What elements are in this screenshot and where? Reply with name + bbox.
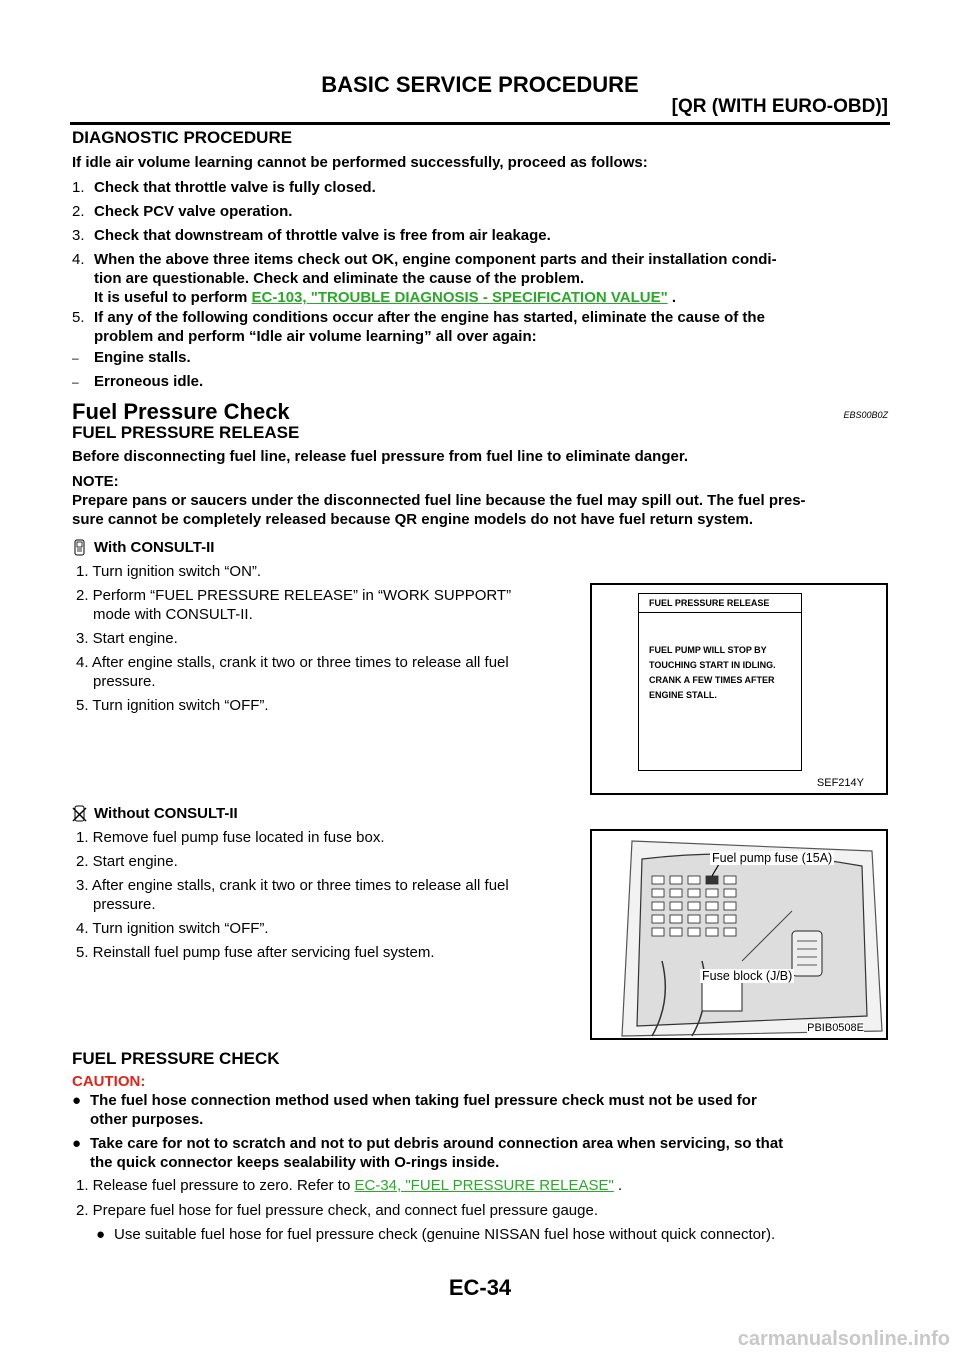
check-step-2: 2. Prepare fuel hose for fuel pressure check, and connect fuel pressure gauge. <box>76 1202 598 1219</box>
without-consult-steps <box>76 828 586 962</box>
without-consult-title: Without CONSULT-II <box>94 805 238 822</box>
without-step-3: 3. After engine stalls, crank it two or three times to release all fuel <box>76 877 509 894</box>
step-text-line1: When the above three items check out OK, engine component parts and their installation condi- <box>94 251 777 268</box>
bullet-mark: ● <box>96 1226 106 1243</box>
fuel-pressure-check-title: Fuel Pressure Check <box>72 399 290 424</box>
with-step-4: 4. After engine stalls, crank it two or three times to release all fuel <box>76 654 509 671</box>
check-step-2-bullet <box>96 1225 775 1244</box>
with-consult-heading <box>72 538 214 557</box>
diag-subitem-erroneous-idle <box>72 372 203 392</box>
diag-step-1 <box>72 178 376 197</box>
diagnostic-intro: If idle air volume learning cannot be performed successfully, proceed as follows: <box>72 154 648 171</box>
consult-message-line: TOUCHING START IN IDLING. <box>649 660 776 670</box>
step-number: 5. <box>72 309 85 326</box>
consult-tool-icon <box>72 539 88 557</box>
consult-message-line: ENGINE STALL. <box>649 690 717 700</box>
release-intro: Before disconnecting fuel line, release fuel pressure from fuel line to eliminate danger. <box>72 448 688 465</box>
diag-step-2 <box>72 202 292 221</box>
step-number: 1. <box>72 179 85 196</box>
caution-item-2 <box>72 1134 890 1172</box>
dash-mark: – <box>72 351 79 365</box>
release-note <box>72 472 890 529</box>
step-text-line2: problem and perform “Idle air volume learning” all over again: <box>94 328 537 345</box>
without-consult-heading <box>72 804 238 823</box>
diag-step-4 <box>72 250 890 307</box>
without-step-2: 2. Start engine. <box>76 853 178 870</box>
consult-panel-title: FUEL PRESSURE RELEASE <box>639 594 801 613</box>
section-code: EBS00B0Z <box>843 410 888 420</box>
step-text: Check that throttle valve is fully closed. <box>94 179 376 196</box>
trouble-diagnosis-link[interactable]: EC-103, "TROUBLE DIAGNOSIS - SPECIFICATION VALUE" <box>251 289 668 306</box>
without-step-1: 1. Remove fuel pump fuse located in fuse box. <box>76 829 385 846</box>
caution-text-cont: other purposes. <box>90 1111 204 1128</box>
watermark: carmanualsonline.info <box>737 1328 950 1350</box>
diag-step-3 <box>72 226 551 245</box>
caution-label: CAUTION: <box>72 1073 146 1090</box>
diagnostic-procedure-heading: DIAGNOSTIC PROCEDURE <box>72 128 293 147</box>
with-step-1: 1. Turn ignition switch “ON”. <box>76 563 262 580</box>
fuel-pressure-release-link[interactable]: EC-34, "FUEL PRESSURE RELEASE" <box>354 1177 614 1194</box>
fuel-pump-fuse-label: Fuel pump fuse (15A) <box>712 851 833 865</box>
bullet-mark: ● <box>72 1135 82 1152</box>
dash-mark: – <box>72 375 79 389</box>
consult-message-line: CRANK A FEW TIMES AFTER <box>649 675 775 685</box>
page-header-title: BASIC SERVICE PROCEDURE <box>321 72 639 97</box>
figure-id: SEF214Y <box>816 777 864 789</box>
consult-panel-message <box>639 643 801 703</box>
check-step-1 <box>76 1176 622 1195</box>
consult-screen-panel <box>638 593 802 771</box>
note-line2: sure cannot be completely released because QR engine models do not have fuel return system. <box>72 511 754 528</box>
subitem-text: Engine stalls. <box>94 349 191 366</box>
bullet-text: Use suitable fuel hose for fuel pressure check (genuine NISSAN fuel hose without quick connector). <box>114 1226 776 1243</box>
step-text-line1: If any of the following conditions occur after the engine has started, eliminate the cause of the <box>94 309 765 326</box>
step-text-suffix: . <box>613 1177 623 1194</box>
without-step-5: 5. Reinstall fuel pump fuse after servicing fuel system. <box>76 944 435 961</box>
page-header-subtitle: [QR (WITH EURO-OBD)] <box>671 96 888 117</box>
figure-fuse-block <box>590 829 888 1040</box>
page-number: EC-34 <box>448 1275 512 1300</box>
diag-step-5 <box>72 308 890 346</box>
step-number: 3. <box>72 227 85 244</box>
step-text-prefix: It is useful to perform <box>94 289 252 306</box>
with-consult-steps <box>76 562 586 715</box>
fuse-block-label: Fuse block (J/B) <box>702 969 793 983</box>
step-text-line2: tion are questionable. Check and eliminate the cause of the problem. <box>94 270 585 287</box>
with-step-2: 2. Perform “FUEL PRESSURE RELEASE” in “WORK SUPPORT” <box>76 587 512 604</box>
caution-text: The fuel hose connection method used when taking fuel pressure check must not be used for <box>90 1092 757 1109</box>
without-step-4: 4. Turn ignition switch “OFF”. <box>76 920 269 937</box>
header-divider <box>70 122 890 125</box>
with-step-5: 5. Turn ignition switch “OFF”. <box>76 697 269 714</box>
with-step-3: 3. Start engine. <box>76 630 178 647</box>
step-text: 1. Release fuel pressure to zero. Refer to <box>76 1177 355 1194</box>
with-step-2-cont: mode with CONSULT-II. <box>93 606 253 623</box>
note-line1: Prepare pans or saucers under the disconnected fuel line because the fuel may spill out. The fuel pres- <box>72 492 806 509</box>
with-consult-title: With CONSULT-II <box>94 539 215 556</box>
figure-consult-screen <box>590 583 888 795</box>
fuel-pressure-check-heading: FUEL PRESSURE CHECK <box>72 1049 280 1068</box>
step-number: 2. <box>72 203 85 220</box>
caution-text: Take care for not to scratch and not to put debris around connection area when servicing, so that <box>90 1135 784 1152</box>
no-consult-tool-icon <box>72 805 88 823</box>
fuel-pressure-release-heading: FUEL PRESSURE RELEASE <box>72 423 300 442</box>
without-step-3-cont: pressure. <box>93 896 156 913</box>
step-number: 4. <box>72 251 85 268</box>
note-label: NOTE: <box>72 473 119 490</box>
figure-id: PBIB0508E <box>807 1022 864 1034</box>
step-text-suffix: . <box>667 289 677 306</box>
step-text-line3 <box>72 288 890 307</box>
with-step-4-cont: pressure. <box>93 673 156 690</box>
caution-item-1 <box>72 1091 890 1129</box>
subitem-text: Erroneous idle. <box>94 373 204 390</box>
consult-message-line: FUEL PUMP WILL STOP BY <box>649 645 767 655</box>
step-text: Check PCV valve operation. <box>94 203 293 220</box>
step-text: Check that downstream of throttle valve is free from air leakage. <box>94 227 551 244</box>
bullet-mark: ● <box>72 1092 82 1109</box>
diag-subitem-engine-stalls <box>72 348 191 368</box>
caution-text-cont: the quick connector keeps sealability with O-rings inside. <box>90 1154 500 1171</box>
